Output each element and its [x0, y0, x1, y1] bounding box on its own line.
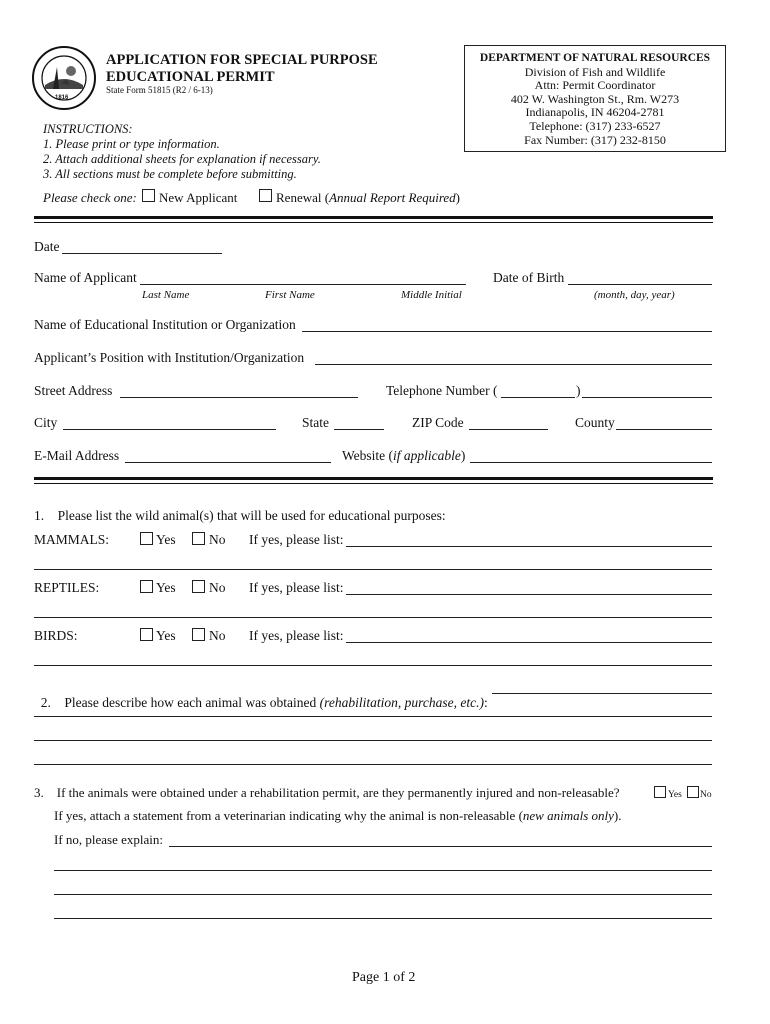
birds-no-label: No: [209, 628, 226, 643]
mammals-label: MAMMALS:: [34, 532, 110, 547]
question-3-text: 3. If the animals were obtained under a rehabilitation permit, are they permanently injured and non-releasable?: [34, 785, 620, 800]
mammals-list-input[interactable]: [346, 532, 712, 547]
instruction-item-3: 3. All sections must be complete before submitting.: [43, 167, 297, 181]
dnr-name: DEPARTMENT OF NATURAL RESOURCES: [479, 52, 711, 64]
instruction-item-2: 2. Attach additional sheets for explanation if necessary.: [43, 152, 321, 166]
reptiles-yes-label: Yes: [156, 580, 176, 595]
reptiles-list-field[interactable]: [346, 578, 712, 595]
new-applicant-label: New Applicant: [159, 190, 238, 205]
county-input[interactable]: [616, 415, 712, 430]
applicant-name-input[interactable]: [140, 270, 466, 285]
date-field[interactable]: [62, 237, 222, 254]
question-3-yes-checkbox[interactable]: [654, 786, 666, 798]
institution-input[interactable]: [302, 317, 712, 332]
date-of-birth-label: Date of Birth: [493, 270, 565, 285]
dnr-fax: Fax Number: (317) 232-8150: [524, 132, 666, 147]
county-field[interactable]: [616, 413, 712, 430]
reptiles-list-input[interactable]: [346, 580, 712, 595]
reptiles-label: REPTILES:: [34, 580, 100, 595]
seal-graphic: [31, 45, 97, 111]
institution-field[interactable]: [302, 315, 712, 332]
mammals-list-prompt: If yes, please list:: [249, 532, 344, 547]
instructions-heading: INSTRUCTIONS:: [43, 122, 133, 136]
position-field[interactable]: [315, 348, 712, 365]
instruction-item-1: 1. Please print or type information.: [43, 137, 220, 151]
new-applicant-checkbox[interactable]: [142, 189, 155, 202]
birds-yes-checkbox[interactable]: [140, 628, 153, 641]
reptiles-yes-checkbox[interactable]: [140, 580, 153, 593]
street-field[interactable]: [120, 381, 358, 398]
question-2-input-1[interactable]: [492, 679, 712, 694]
question-3-line-2-close: ).: [613, 808, 622, 823]
question-3-explain-line-1[interactable]: [169, 830, 712, 847]
mammals-yes-checkbox[interactable]: [140, 532, 153, 545]
mammals-yes-label: Yes: [156, 532, 176, 547]
question-2-answer-line-1[interactable]: [492, 677, 712, 694]
mammals-no-label: No: [209, 532, 226, 547]
birds-list-input[interactable]: [346, 628, 712, 643]
birds-list-field[interactable]: [346, 626, 712, 643]
question-2-main: 2. Please describe how each animal was obtained: [40, 695, 320, 710]
question-2-answer-line-2[interactable]: [34, 700, 712, 717]
form-title-line1: APPLICATION FOR SPECIAL PURPOSE: [106, 52, 378, 68]
zip-field[interactable]: [469, 413, 548, 430]
question-2-input-2[interactable]: [34, 702, 712, 717]
middle-initial-hint: Middle Initial: [401, 289, 462, 301]
renewal-label-close: ): [455, 190, 461, 205]
dnr-attn: Attn: Permit Coordinator: [534, 78, 656, 93]
page-number: Page 1 of 2: [352, 970, 416, 985]
birds-list-input-2[interactable]: [34, 651, 712, 666]
question-3-explain-input-2[interactable]: [54, 856, 712, 871]
birds-no-checkbox[interactable]: [192, 628, 205, 641]
email-label: E-Mail Address: [34, 448, 120, 463]
renewal-checkbox[interactable]: [259, 189, 272, 202]
question-2-input-3[interactable]: [34, 726, 712, 741]
check-one-prompt: Please check one:: [43, 190, 137, 205]
applicant-name-label: Name of Applicant: [34, 270, 137, 285]
last-name-hint: Last Name: [142, 289, 190, 301]
street-input[interactable]: [120, 383, 358, 398]
question-2-colon: :: [484, 695, 488, 710]
city-field[interactable]: [63, 413, 276, 430]
question-3-explain-input-4[interactable]: [54, 904, 712, 919]
question-2-italic: (rehabilitation, purchase, etc.): [319, 695, 484, 710]
email-field[interactable]: [125, 446, 331, 463]
state-seal: [31, 45, 97, 111]
position-input[interactable]: [315, 350, 712, 365]
street-label: Street Address: [34, 383, 113, 398]
dnr-division: Division of Fish and Wildlife: [524, 64, 666, 79]
dob-hint: (month, day, year): [594, 289, 675, 301]
date-of-birth-field[interactable]: [568, 268, 712, 285]
section-divider-top: [34, 216, 713, 219]
position-label: Applicant’s Position with Institution/Organization: [34, 350, 305, 365]
section-divider-middle-thin: [34, 483, 713, 484]
question-3-yes-label: Yes: [668, 790, 682, 800]
question-3-line-3: If no, please explain:: [54, 832, 164, 847]
birds-yes-label: Yes: [156, 628, 176, 643]
state-input[interactable]: [334, 415, 384, 430]
question-2-answer-line-4[interactable]: [34, 748, 712, 765]
question-1-text: 1. Please list the wild animal(s) that will be used for educational purposes:: [34, 508, 446, 523]
date-label: Date: [34, 239, 60, 254]
question-2-input-4[interactable]: [34, 750, 712, 765]
reptiles-list-input-2[interactable]: [34, 603, 712, 618]
city-label: City: [34, 415, 58, 430]
question-3-explain-line-4[interactable]: [54, 902, 712, 919]
date-of-birth-input[interactable]: [568, 270, 712, 285]
question-2-answer-line-3[interactable]: [34, 724, 712, 741]
birds-list-field-2[interactable]: [34, 649, 712, 666]
telephone-area-code-field[interactable]: [501, 381, 575, 398]
telephone-close-paren: ): [576, 383, 581, 398]
birds-list-prompt: If yes, please list:: [249, 628, 344, 643]
state-form-number: State Form 51815 (R2 / 6-13): [106, 85, 213, 95]
mammals-list-field[interactable]: [346, 530, 712, 547]
applicant-name-field[interactable]: [140, 268, 466, 285]
birds-label: BIRDS:: [34, 628, 78, 643]
telephone-number-field[interactable]: [582, 381, 712, 398]
question-3-explain-line-3[interactable]: [54, 878, 712, 895]
website-label-close: ): [460, 448, 466, 463]
question-3-no-checkbox[interactable]: [687, 786, 699, 798]
website-label: [342, 448, 465, 464]
telephone-label: Telephone Number (: [386, 383, 498, 398]
renewal-label-italic: Annual Report Required: [329, 190, 456, 205]
city-input[interactable]: [63, 415, 276, 430]
renewal-label: [276, 190, 460, 206]
seal-year: 1816: [55, 95, 69, 101]
question-3-explain-input-3[interactable]: [54, 880, 712, 895]
county-label: County: [575, 415, 615, 430]
website-label-italic: if applicable: [393, 448, 461, 463]
zip-label: ZIP Code: [412, 415, 464, 430]
section-divider-middle: [34, 477, 713, 480]
reptiles-no-checkbox[interactable]: [192, 580, 205, 593]
telephone-number-input[interactable]: [582, 383, 712, 398]
renewal-label-text: Renewal (: [276, 190, 330, 205]
dnr-city: Indianapolis, IN 46204-2781: [525, 105, 665, 120]
dnr-address-box: [464, 45, 726, 152]
mammals-list-field-2[interactable]: [34, 553, 712, 570]
reptiles-no-label: No: [209, 580, 226, 595]
first-name-hint: First Name: [265, 289, 315, 301]
question-3-no-label: No: [700, 790, 712, 800]
website-label-text: Website (: [342, 448, 394, 463]
telephone-area-code-input[interactable]: [501, 383, 575, 398]
website-field[interactable]: [470, 446, 712, 463]
mammals-no-checkbox[interactable]: [192, 532, 205, 545]
section-divider-top-thin: [34, 222, 713, 223]
question-3-explain-input-1[interactable]: [169, 832, 712, 847]
date-input[interactable]: [62, 239, 222, 254]
email-input[interactable]: [125, 448, 331, 463]
dnr-street: 402 W. Washington St., Rm. W273: [510, 91, 680, 106]
mammals-list-input-2[interactable]: [34, 555, 712, 570]
website-input[interactable]: [470, 448, 712, 463]
dnr-phone: Telephone: (317) 233-6527: [529, 118, 661, 133]
reptiles-list-field-2[interactable]: [34, 601, 712, 618]
institution-label: Name of Educational Institution or Organization: [34, 317, 296, 332]
state-field[interactable]: [334, 413, 384, 430]
question-3-explain-line-2[interactable]: [54, 854, 712, 871]
question-3-line-2: [54, 808, 622, 824]
zip-input[interactable]: [469, 415, 548, 430]
form-title-line2: EDUCATIONAL PERMIT: [106, 69, 275, 85]
question-3-line-2-italic: new animals only: [522, 808, 614, 823]
reptiles-list-prompt: If yes, please list:: [249, 580, 344, 595]
state-label: State: [302, 415, 329, 430]
question-3-line-2-text: If yes, attach a statement from a veterinarian indicating why the animal is non-releasable (: [54, 808, 523, 823]
